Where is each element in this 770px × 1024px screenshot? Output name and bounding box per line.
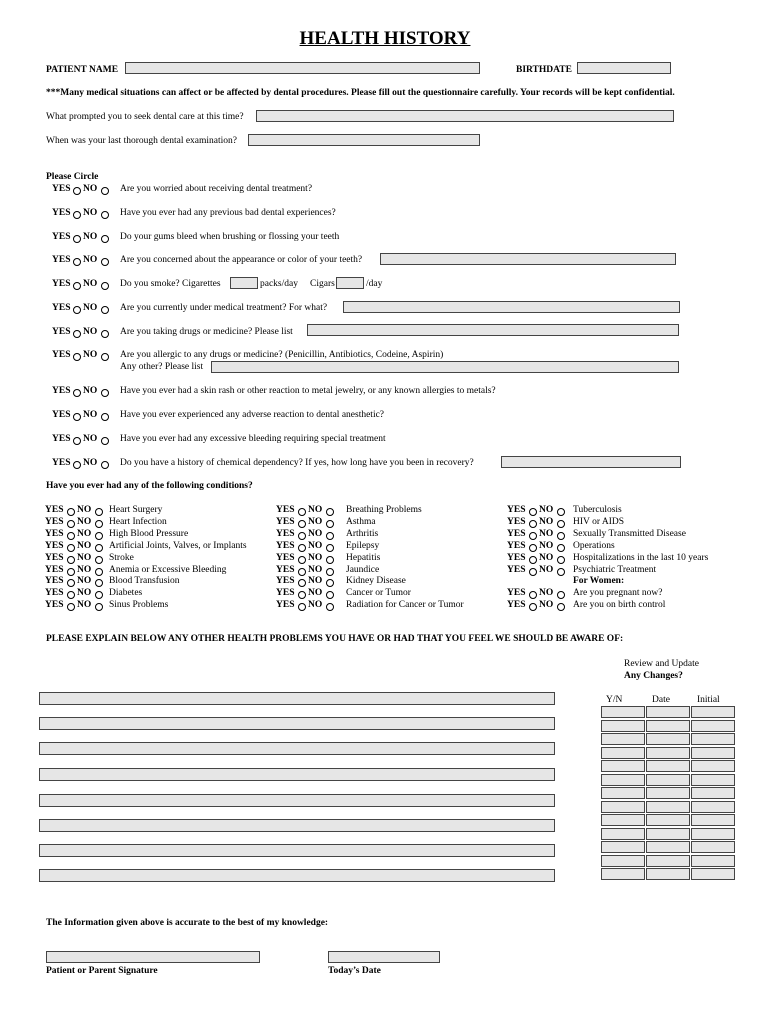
question-q10-no-circle[interactable]: [101, 413, 109, 421]
yes-label: YES: [45, 588, 64, 598]
condition-conditions_col2-6-yes-circle[interactable]: [298, 579, 306, 587]
review-cell[interactable]: [601, 801, 645, 813]
yes-label: YES: [276, 505, 295, 515]
medical-treatment-field[interactable]: [343, 301, 680, 313]
condition-label: Psychiatric Treatment: [573, 565, 657, 575]
yes-label: YES: [507, 505, 526, 515]
no-label: NO: [83, 386, 98, 396]
review-cell[interactable]: [646, 706, 690, 718]
condition-label: Heart Infection: [109, 517, 167, 527]
review-cell[interactable]: [601, 760, 645, 772]
yes-label: YES: [52, 279, 71, 289]
review-cell[interactable]: [601, 774, 645, 786]
birthdate-label: BIRTHDATE: [516, 65, 572, 75]
condition-conditions_col3-3-no-circle[interactable]: [557, 544, 565, 552]
col-initial-header: Initial: [697, 695, 720, 705]
condition-label: Diabetes: [109, 588, 143, 598]
review-cell[interactable]: [646, 733, 690, 745]
explain-line-4[interactable]: [39, 768, 555, 781]
no-label: NO: [539, 588, 554, 598]
condition-label: Kidney Disease: [346, 576, 406, 586]
last-exam-label: When was your last thorough dental examination?: [46, 136, 238, 146]
condition-conditions_col3-2-no-circle[interactable]: [557, 532, 565, 540]
explain-line-1[interactable]: [39, 692, 555, 705]
signature-label: Patient or Parent Signature: [46, 966, 158, 976]
date-field[interactable]: [328, 951, 440, 963]
no-label: NO: [539, 529, 554, 539]
yes-label: YES: [276, 600, 295, 610]
no-label: NO: [83, 255, 98, 265]
yes-label: YES: [45, 505, 64, 515]
yes-label: YES: [52, 255, 71, 265]
review-cell[interactable]: [691, 747, 735, 759]
yes-label: YES: [276, 529, 295, 539]
question-q1-no-circle[interactable]: [101, 187, 109, 195]
no-label: NO: [77, 517, 92, 527]
no-label: NO: [77, 541, 92, 551]
no-label: NO: [77, 600, 92, 610]
question-text-q5a: Do you smoke? Cigarettes: [120, 279, 221, 289]
explain-line-8[interactable]: [39, 869, 555, 882]
yes-label: YES: [507, 517, 526, 527]
condition-conditions_col3-5-no-circle[interactable]: [557, 568, 565, 576]
review-cell[interactable]: [601, 828, 645, 840]
condition-conditions_col2-0-yes-circle[interactable]: [298, 508, 306, 516]
notice-text: ***Many medical situations can affect or be affected by dental procedures. Please fill out the questionnaire carefully. Your records will be kept confidential.: [46, 88, 675, 98]
prompted-field[interactable]: [256, 110, 674, 122]
no-label: NO: [77, 505, 92, 515]
yes-label: YES: [52, 350, 71, 360]
question-text-q2: Have you ever had any previous bad dental experiences?: [120, 208, 336, 218]
condition-label: Radiation for Cancer or Tumor: [346, 600, 464, 610]
no-label: NO: [539, 517, 554, 527]
question-q6-yes-circle[interactable]: [73, 306, 81, 314]
condition-conditions_col1-0-yes-circle[interactable]: [67, 508, 75, 516]
condition-conditions_col2-1-no-circle[interactable]: [326, 520, 334, 528]
question-q6-no-circle[interactable]: [101, 306, 109, 314]
last-exam-field[interactable]: [248, 134, 480, 146]
question-text-q5b: packs/day: [260, 279, 298, 289]
condition-conditions_col2-7-no-circle[interactable]: [326, 591, 334, 599]
condition-conditions_col2-2-yes-circle[interactable]: [298, 532, 306, 540]
review-cell[interactable]: [691, 841, 735, 853]
review-cell[interactable]: [646, 868, 690, 880]
yes-label: YES: [276, 576, 295, 586]
condition-label: Sinus Problems: [109, 600, 169, 610]
for-women-label: For Women:: [573, 576, 625, 586]
page-title: HEALTH HISTORY: [299, 28, 471, 49]
yes-label: YES: [52, 458, 71, 468]
no-label: NO: [308, 517, 323, 527]
explain-line-5[interactable]: [39, 794, 555, 807]
question-q5-no-circle[interactable]: [101, 282, 109, 290]
question-text-q10: Have you ever experienced any adverse reaction to dental anesthetic?: [120, 410, 385, 420]
yes-label: YES: [52, 327, 71, 337]
no-label: NO: [308, 505, 323, 515]
review-cell[interactable]: [691, 760, 735, 772]
review-cell[interactable]: [601, 855, 645, 867]
review-cell[interactable]: [691, 774, 735, 786]
explain-line-6[interactable]: [39, 819, 555, 832]
condition-label: High Blood Pressure: [109, 529, 189, 539]
condition-label: Are you on birth control: [573, 600, 666, 610]
review-cell[interactable]: [691, 720, 735, 732]
recovery-field[interactable]: [501, 456, 681, 468]
review-cell[interactable]: [691, 733, 735, 745]
any-changes-label: Any Changes?: [624, 671, 683, 681]
condition-women-1-yes-circle[interactable]: [529, 603, 537, 611]
yes-label: YES: [276, 565, 295, 575]
yes-label: YES: [276, 541, 295, 551]
no-label: NO: [77, 576, 92, 586]
no-label: NO: [539, 541, 554, 551]
no-label: NO: [539, 600, 554, 610]
no-label: NO: [83, 279, 98, 289]
yes-label: YES: [507, 541, 526, 551]
condition-conditions_col1-1-yes-circle[interactable]: [67, 520, 75, 528]
condition-conditions_col3-0-yes-circle[interactable]: [529, 508, 537, 516]
yes-label: YES: [52, 184, 71, 194]
review-cell[interactable]: [601, 841, 645, 853]
yes-label: YES: [45, 600, 64, 610]
question-text-q12: Do you have a history of chemical dependency? If yes, how long have you been in recovery?: [120, 458, 474, 468]
question-q4-yes-circle[interactable]: [73, 258, 81, 266]
review-cell[interactable]: [646, 841, 690, 853]
review-cell[interactable]: [646, 855, 690, 867]
no-label: NO: [308, 576, 323, 586]
review-cell[interactable]: [691, 868, 735, 880]
condition-conditions_col2-4-yes-circle[interactable]: [298, 556, 306, 564]
question-q12-no-circle[interactable]: [101, 461, 109, 469]
question-q9-no-circle[interactable]: [101, 389, 109, 397]
condition-conditions_col3-2-yes-circle[interactable]: [529, 532, 537, 540]
no-label: NO: [83, 303, 98, 313]
review-cell[interactable]: [601, 868, 645, 880]
no-label: NO: [77, 565, 92, 575]
condition-label: Tuberculosis: [573, 505, 622, 515]
please-circle-label: Please Circle: [46, 172, 99, 182]
yes-label: YES: [45, 517, 64, 527]
condition-label: Stroke: [109, 553, 134, 563]
no-label: NO: [77, 553, 92, 563]
condition-conditions_col1-6-yes-circle[interactable]: [67, 579, 75, 587]
condition-conditions_col1-4-no-circle[interactable]: [95, 556, 103, 564]
condition-conditions_col1-3-no-circle[interactable]: [95, 544, 103, 552]
condition-conditions_col3-5-yes-circle[interactable]: [529, 568, 537, 576]
explain-line-2[interactable]: [39, 717, 555, 730]
no-label: NO: [83, 458, 98, 468]
condition-conditions_col3-4-yes-circle[interactable]: [529, 556, 537, 564]
condition-conditions_col1-6-no-circle[interactable]: [95, 579, 103, 587]
yes-label: YES: [507, 553, 526, 563]
condition-conditions_col2-7-yes-circle[interactable]: [298, 591, 306, 599]
condition-label: Are you pregnant now?: [573, 588, 663, 598]
yes-label: YES: [507, 565, 526, 575]
condition-label: Sexually Transmitted Disease: [573, 529, 686, 539]
condition-conditions_col2-5-yes-circle[interactable]: [298, 568, 306, 576]
no-label: NO: [308, 565, 323, 575]
question-q5-yes-circle[interactable]: [73, 282, 81, 290]
question-q7-no-circle[interactable]: [101, 330, 109, 338]
condition-conditions_col2-8-yes-circle[interactable]: [298, 603, 306, 611]
condition-label: Asthma: [346, 517, 376, 527]
question-text-q5d: /day: [366, 279, 383, 289]
yes-label: YES: [507, 588, 526, 598]
question-q12-yes-circle[interactable]: [73, 461, 81, 469]
review-cell[interactable]: [691, 855, 735, 867]
yes-label: YES: [507, 529, 526, 539]
question-text-q8: Are you allergic to any drugs or medicine? (Penicillin, Antibiotics, Codeine, Aspirin): [120, 350, 444, 360]
no-label: NO: [83, 232, 98, 242]
no-label: NO: [83, 327, 98, 337]
review-cell[interactable]: [691, 828, 735, 840]
yes-label: YES: [52, 434, 71, 444]
no-label: NO: [308, 541, 323, 551]
review-cell[interactable]: [691, 787, 735, 799]
signature-field[interactable]: [46, 951, 260, 963]
review-update-label: Review and Update: [624, 659, 699, 669]
yes-label: YES: [52, 303, 71, 313]
question-text-q6: Are you currently under medical treatment? For what?: [120, 303, 328, 313]
yes-label: YES: [52, 208, 71, 218]
review-cell[interactable]: [646, 814, 690, 826]
no-label: NO: [308, 553, 323, 563]
no-label: NO: [83, 208, 98, 218]
review-cell[interactable]: [691, 801, 735, 813]
yes-label: YES: [507, 600, 526, 610]
question-text-q5c: Cigars: [310, 279, 335, 289]
review-cell[interactable]: [601, 720, 645, 732]
review-cell[interactable]: [691, 706, 735, 718]
review-cell[interactable]: [646, 828, 690, 840]
yes-label: YES: [45, 576, 64, 586]
yes-label: YES: [276, 517, 295, 527]
yes-label: YES: [52, 410, 71, 420]
condition-conditions_col1-7-no-circle[interactable]: [95, 591, 103, 599]
condition-conditions_col3-3-yes-circle[interactable]: [529, 544, 537, 552]
question-q10-yes-circle[interactable]: [73, 413, 81, 421]
condition-conditions_col1-5-no-circle[interactable]: [95, 568, 103, 576]
condition-conditions_col3-1-no-circle[interactable]: [557, 520, 565, 528]
condition-conditions_col1-8-yes-circle[interactable]: [67, 603, 75, 611]
condition-label: Cancer or Tumor: [346, 588, 411, 598]
review-cell[interactable]: [601, 814, 645, 826]
question-q11-no-circle[interactable]: [101, 437, 109, 445]
no-label: NO: [83, 434, 98, 444]
review-cell[interactable]: [601, 787, 645, 799]
question-q8-yes-circle[interactable]: [73, 353, 81, 361]
review-cell[interactable]: [601, 733, 645, 745]
condition-label: Blood Transfusion: [109, 576, 180, 586]
date-label: Today’s Date: [328, 966, 381, 976]
question-q8-no-circle[interactable]: [101, 353, 109, 361]
no-label: NO: [77, 529, 92, 539]
question-q3-yes-circle[interactable]: [73, 235, 81, 243]
condition-label: Breathing Problems: [346, 505, 422, 515]
condition-conditions_col2-3-yes-circle[interactable]: [298, 544, 306, 552]
condition-conditions_col3-1-yes-circle[interactable]: [529, 520, 537, 528]
condition-label: Jaundice: [346, 565, 380, 575]
no-label: NO: [83, 410, 98, 420]
condition-conditions_col3-0-no-circle[interactable]: [557, 508, 565, 516]
no-label: NO: [539, 565, 554, 575]
question-text-q8b: Any other? Please list: [120, 362, 204, 372]
no-label: NO: [539, 553, 554, 563]
explain-heading: PLEASE EXPLAIN BELOW ANY OTHER HEALTH PROBLEMS YOU HAVE OR HAD THAT YOU FEEL WE SHOULD BE AWARE OF:: [46, 634, 624, 644]
appearance-field[interactable]: [380, 253, 676, 265]
no-label: NO: [308, 529, 323, 539]
explain-line-7[interactable]: [39, 844, 555, 857]
condition-conditions_col2-1-yes-circle[interactable]: [298, 520, 306, 528]
condition-label: Operations: [573, 541, 615, 551]
condition-conditions_col1-1-no-circle[interactable]: [95, 520, 103, 528]
no-label: NO: [77, 588, 92, 598]
cigars-field[interactable]: [336, 277, 364, 289]
patient-name-label: PATIENT NAME: [46, 65, 119, 75]
question-q11-yes-circle[interactable]: [73, 437, 81, 445]
question-q7-yes-circle[interactable]: [73, 330, 81, 338]
birthdate-field[interactable]: [577, 62, 671, 74]
yes-label: YES: [52, 232, 71, 242]
condition-conditions_col2-4-no-circle[interactable]: [326, 556, 334, 564]
condition-conditions_col2-5-no-circle[interactable]: [326, 568, 334, 576]
review-cell[interactable]: [646, 760, 690, 772]
condition-conditions_col1-3-yes-circle[interactable]: [67, 544, 75, 552]
no-label: NO: [308, 588, 323, 598]
cigarettes-field[interactable]: [230, 277, 258, 289]
condition-conditions_col1-8-no-circle[interactable]: [95, 603, 103, 611]
yes-label: YES: [45, 553, 64, 563]
condition-label: HIV or AIDS: [573, 517, 625, 527]
condition-conditions_col1-2-no-circle[interactable]: [95, 532, 103, 540]
question-text-q3: Do your gums bleed when brushing or flossing your teeth: [120, 232, 340, 242]
drugs-list-field[interactable]: [307, 324, 679, 336]
yes-label: YES: [52, 386, 71, 396]
condition-conditions_col2-8-no-circle[interactable]: [326, 603, 334, 611]
condition-conditions_col2-6-no-circle[interactable]: [326, 579, 334, 587]
yes-label: YES: [276, 553, 295, 563]
condition-conditions_col1-0-no-circle[interactable]: [95, 508, 103, 516]
question-text-q9: Have you ever had a skin rash or other reaction to metal jewelry, or any known allergies to metals?: [120, 386, 496, 396]
yes-label: YES: [45, 565, 64, 575]
condition-label: Heart Surgery: [109, 505, 163, 515]
yes-label: YES: [45, 529, 64, 539]
yes-label: YES: [276, 588, 295, 598]
no-label: NO: [308, 600, 323, 610]
question-text-q11: Have you ever had any excessive bleeding requiring special treatment: [120, 434, 386, 444]
yes-label: YES: [45, 541, 64, 551]
review-cell[interactable]: [646, 774, 690, 786]
review-cell[interactable]: [601, 706, 645, 718]
condition-label: Epilepsy: [346, 541, 380, 551]
review-cell[interactable]: [691, 814, 735, 826]
conditions-heading: Have you ever had any of the following conditions?: [46, 481, 253, 491]
question-q4-no-circle[interactable]: [101, 258, 109, 266]
question-text-q1: Are you worried about receiving dental treatment?: [120, 184, 313, 194]
condition-women-0-yes-circle[interactable]: [529, 591, 537, 599]
condition-label: Anemia or Excessive Bleeding: [109, 565, 227, 575]
question-q2-yes-circle[interactable]: [73, 211, 81, 219]
review-cell[interactable]: [646, 801, 690, 813]
condition-conditions_col3-4-no-circle[interactable]: [557, 556, 565, 564]
condition-conditions_col2-3-no-circle[interactable]: [326, 544, 334, 552]
question-text-q7: Are you taking drugs or medicine? Please list: [120, 327, 293, 337]
condition-conditions_col1-5-yes-circle[interactable]: [67, 568, 75, 576]
question-q1-yes-circle[interactable]: [73, 187, 81, 195]
review-cell[interactable]: [601, 747, 645, 759]
col-yn-header: Y/N: [606, 695, 623, 705]
question-text-q4: Are you concerned about the appearance or color of your teeth?: [120, 255, 363, 265]
condition-label: Artificial Joints, Valves, or Implants: [109, 541, 247, 551]
question-q2-no-circle[interactable]: [101, 211, 109, 219]
review-cell[interactable]: [646, 747, 690, 759]
no-label: NO: [83, 184, 98, 194]
prompted-label: What prompted you to seek dental care at this time?: [46, 112, 244, 122]
condition-conditions_col2-2-no-circle[interactable]: [326, 532, 334, 540]
condition-conditions_col1-2-yes-circle[interactable]: [67, 532, 75, 540]
allergy-other-field[interactable]: [211, 361, 679, 373]
condition-label: Hospitalizations in the last 10 years: [573, 553, 709, 563]
patient-name-field[interactable]: [125, 62, 480, 74]
condition-label: Hepatitis: [346, 553, 381, 563]
no-label: NO: [83, 350, 98, 360]
no-label: NO: [539, 505, 554, 515]
review-cell[interactable]: [646, 720, 690, 732]
condition-conditions_col1-7-yes-circle[interactable]: [67, 591, 75, 599]
condition-conditions_col2-0-no-circle[interactable]: [326, 508, 334, 516]
review-cell[interactable]: [646, 787, 690, 799]
attest-text: The Information given above is accurate to the best of my knowledge:: [46, 918, 329, 928]
condition-women-0-no-circle[interactable]: [557, 591, 565, 599]
condition-label: Arthritis: [346, 529, 379, 539]
question-q3-no-circle[interactable]: [101, 235, 109, 243]
condition-women-1-no-circle[interactable]: [557, 603, 565, 611]
question-q9-yes-circle[interactable]: [73, 389, 81, 397]
explain-line-3[interactable]: [39, 742, 555, 755]
condition-conditions_col1-4-yes-circle[interactable]: [67, 556, 75, 564]
col-date-header: Date: [652, 695, 670, 705]
